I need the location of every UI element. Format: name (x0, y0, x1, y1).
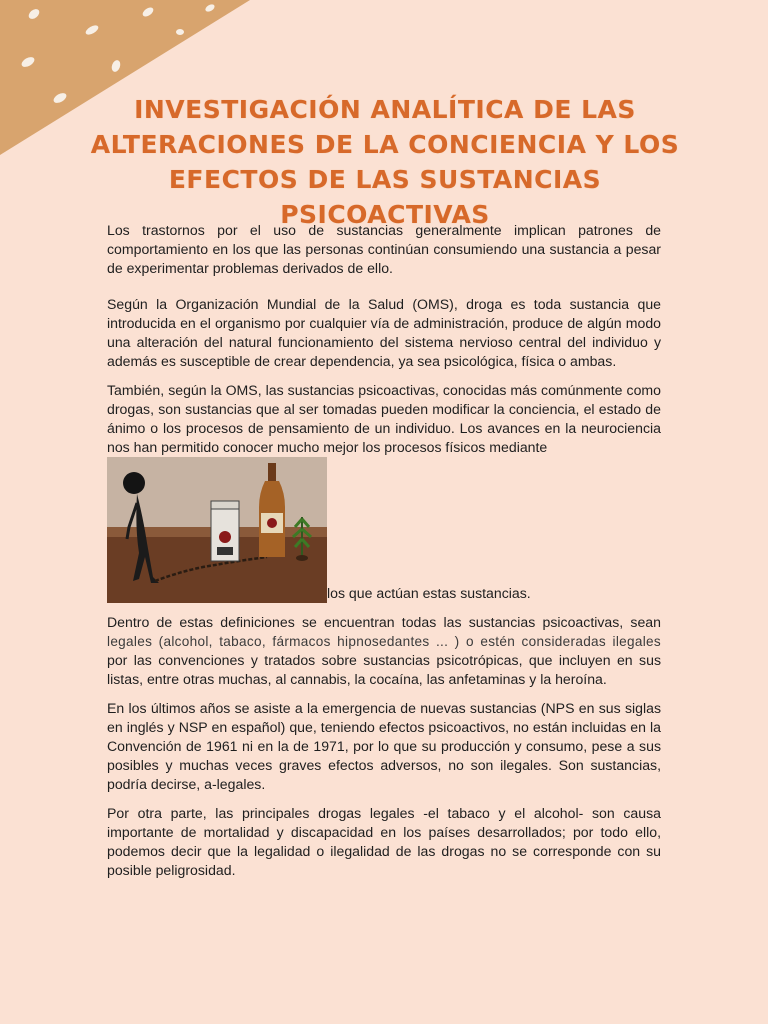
illustration-row (107, 457, 661, 603)
paragraph-3-end: los que actúan estas sustancias. (327, 585, 531, 601)
paragraph-4-line-2: legales (alcohol, tabaco, fármacos hipnosedantes ... ) o estén consideradas ilegales (107, 634, 661, 649)
document-title: INVESTIGACIÓN ANALÍTICA DE LAS ALTERACIONES DE LA CONCIENCIA Y LOS EFECTOS DE LAS SUSTANCIAS PSICOACTIVAS (90, 95, 680, 229)
paragraph-2: Según la Organización Mundial de la Salud (OMS), droga es toda sustancia que introducida en el organismo por cualquier vía de administración, produce de algún modo una alteración del natural funcionamiento del sistema nervioso central del individuo y además es susceptible de crear dependencia, ya sea psicológica, física o ambas. (107, 296, 661, 369)
paragraph-6: Por otra parte, las principales drogas legales -el tabaco y el alcohol- son causa importante de mortalidad y discapacidad en los países desarrollados; por todo ello, podemos decir que la legalidad o ilegalidad de las drogas no se corresponde con su posible peligrosidad. (107, 805, 661, 878)
paragraph-3: También, según la OMS, las sustancias psicoactivas, conocidas más comúnmente como drogas, son sustancias que al ser tomadas pueden modificar la conciencia, el estado de ánimo o los procesos de pensamiento de un individuo. Los avances en la neurociencia nos han permitido conocer mucho mejor los procesos físicos mediante (107, 382, 661, 455)
paragraph-5: En los últimos años se asiste a la emergencia de nuevas sustancias (NPS en sus siglas en inglés y NSP en español) que, teniendo efectos psicoactivos, no están incluidas en la Convención de 1961 ni en la de 1971, por lo que su producción y consumo, pese a sus posibles y muchas veces graves efectos adversos, no son ilegales. Son sustancias, podría decirse, a-legales. (107, 700, 661, 792)
paragraph-1: Los trastornos por el uso de sustancias generalmente implican patrones de comportamiento en los que las personas continúan consumiendo una sustancia a pesar de experimentar problemas derivados de ello. (107, 222, 661, 276)
paragraph-4-line-3: por las convenciones y tratados sobre sustancias psicotrópicas, que incluyen en sus listas, entre otras muchas, al cannabis, la cocaína, las anfetaminas y la heroína. (107, 652, 661, 687)
paragraph-4-line-1: Dentro de estas definiciones se encuentran todas las sustancias psicoactivas, sean (107, 614, 661, 630)
drugs-illustration (107, 457, 327, 603)
document-body (107, 221, 661, 897)
paragraph-4 (107, 613, 661, 689)
